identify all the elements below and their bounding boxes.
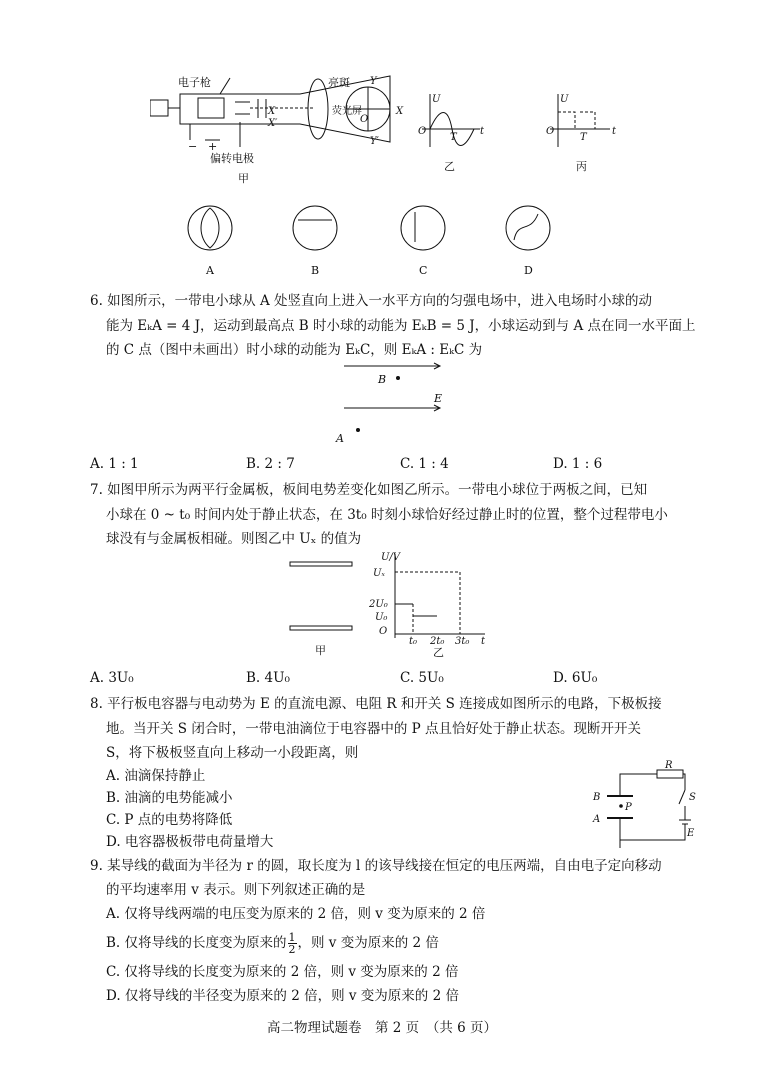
- q9-option-b: B. 仅将导线的长度变为原来的 $\frac{1}{2}$ ，则 v 变为原来的 2 倍: [106, 931, 439, 956]
- svg-text:S: S: [689, 792, 696, 803]
- q7-line-1: 7. 如图甲所示为两平行金属板，板间电势差变化如图乙所示。一带电小球位于两板之间，已知: [90, 482, 648, 498]
- q6-line-2: 能为 EₖA = 4 J，运动到最高点 B 时小球的动能为 EₖB = 5 J，小球运动到与 A 点在同一水平面上: [106, 318, 696, 334]
- svg-text:R: R: [665, 760, 673, 771]
- svg-text:Y: Y: [370, 76, 377, 87]
- q9-line-2: 的平均速率用 v 表示。则下列叙述正确的是: [106, 882, 366, 898]
- page-footer: 高二物理试题卷 第 2 页 （共 6 页）: [266, 1020, 498, 1036]
- q7-option-a: A. 3U₀: [90, 670, 134, 686]
- q6-option-a: A. 1 : 1: [90, 456, 139, 472]
- svg-text:P: P: [625, 802, 632, 813]
- plates-label: 偏转电极: [210, 152, 254, 165]
- q7-figure: [285, 550, 495, 660]
- fig5-option-a: A: [206, 264, 214, 277]
- fig5-option-d: D: [524, 264, 533, 277]
- svg-text:O: O: [379, 626, 388, 637]
- q9-line-1: 9. 某导线的截面为半径为 r 的圆，取长度为 l 的该导线接在恒定的电压两端，自由电子定向移动: [90, 858, 662, 874]
- svg-text:O: O: [418, 126, 427, 137]
- svg-text:E: E: [434, 392, 443, 405]
- svg-text:2U₀: 2U₀: [369, 599, 388, 610]
- q8-circuit-figure: [585, 760, 705, 850]
- svg-text:B: B: [593, 792, 601, 803]
- q6-option-d: D. 1 : 6: [553, 456, 603, 472]
- svg-text:O: O: [360, 114, 369, 125]
- svg-text:X: X: [268, 106, 276, 117]
- switch: [679, 790, 685, 804]
- svg-text:3t₀: 3t₀: [455, 636, 470, 647]
- q8-option-d: D. 电容器极板带电荷量增大: [106, 834, 274, 850]
- parallel-plates: [290, 562, 352, 630]
- point-b: [396, 376, 400, 380]
- q8-line-2: 地。当开关 S 闭合时，一带电油滴位于电容器中的 P 点且恰好处于静止状态。现断开开关: [106, 721, 641, 737]
- svg-text:t: t: [480, 126, 485, 137]
- svg-text:A: A: [336, 432, 344, 445]
- svg-text:t: t: [612, 126, 617, 137]
- svg-text:T: T: [450, 132, 457, 143]
- q8-option-a: A. 油滴保持静止: [106, 768, 206, 784]
- svg-text:Y′: Y′: [370, 136, 379, 147]
- fig5-bing-label: 丙: [576, 160, 587, 173]
- svg-text:甲: 甲: [315, 644, 326, 657]
- q8-line-1: 8. 平行板电容器与电动势为 E 的直流电源、电阻 R 和开关 S 连接成如图所示的电路，下极板接: [90, 696, 662, 712]
- q7-option-c: C. 5U₀: [400, 670, 444, 686]
- svg-text:U: U: [432, 94, 441, 105]
- q6-option-b: B. 2 : 7: [246, 456, 295, 472]
- one-half-fraction: $\frac{1}{2}$: [288, 931, 296, 956]
- oscilloscope-figure: [150, 72, 620, 192]
- svg-text:t₀: t₀: [409, 636, 418, 647]
- q7-option-b: B. 4U₀: [246, 670, 290, 686]
- q8-line-3: S，将下极板竖直向上移动一小段距离，则: [106, 745, 359, 761]
- fig5-jia-label: 甲: [238, 172, 249, 185]
- spot-label: 亮斑: [328, 76, 350, 89]
- svg-text:t: t: [481, 636, 486, 647]
- fig5-option-b: B: [311, 264, 320, 277]
- q6-line-3: 的 C 点（图中未画出）时小球的动能为 EₖC，则 EₖA : EₖC 为: [106, 342, 483, 358]
- voltage-step-graph: [395, 554, 485, 638]
- q9-option-d: D. 仅将导线的半径变为原来的 2 倍，则 v 变为原来的 2 倍: [106, 988, 459, 1004]
- q7-line-2: 小球在 0 ~ t₀ 时间内处于静止状态，在 3t₀ 时刻小球恰好经过静止时的位置，整个过程带电小: [106, 507, 668, 523]
- svg-text:E: E: [687, 828, 695, 839]
- fig5-options: [170, 190, 590, 280]
- resistor: [657, 770, 683, 778]
- q7-option-d: D. 6U₀: [553, 670, 598, 686]
- svg-text:Uₓ: Uₓ: [373, 568, 385, 579]
- svg-text:X′: X′: [268, 118, 278, 129]
- svg-text:乙: 乙: [433, 646, 444, 659]
- svg-text:O: O: [546, 126, 555, 137]
- svg-text:U₀: U₀: [375, 612, 388, 623]
- q9-option-c: C. 仅将导线的长度变为原来的 2 倍，则 v 变为原来的 2 倍: [106, 964, 459, 980]
- gun-label: 电子枪: [178, 76, 211, 89]
- fig5-yi-label: 乙: [444, 160, 455, 173]
- q6-option-c: C. 1 : 4: [400, 456, 449, 472]
- option-d-trace: [514, 214, 538, 240]
- svg-text:−: −: [188, 140, 198, 153]
- fig5-option-c: C: [419, 264, 428, 277]
- svg-text:2t₀: 2t₀: [430, 636, 445, 647]
- svg-text:A: A: [593, 814, 601, 825]
- q7-line-3: 球没有与金属板相碰。则图乙中 Uₓ 的值为: [106, 531, 362, 547]
- q8-option-b: B. 油滴的电势能减小: [106, 790, 233, 806]
- svg-text:X: X: [396, 106, 404, 117]
- option-a-trace: [201, 208, 219, 248]
- svg-text:U/V: U/V: [381, 552, 401, 563]
- svg-text:+: +: [208, 140, 218, 153]
- q8-option-c: C. P 点的电势将降低: [106, 812, 233, 828]
- q6-line-1: 6. 如图所示，一带电小球从 A 处竖直向上进入一水平方向的匀强电场中，进入电场时小球的动: [90, 293, 653, 309]
- screen-label: 荧光屏: [332, 106, 362, 117]
- q6-field-figure: [330, 358, 450, 446]
- svg-text:T: T: [580, 132, 587, 143]
- svg-text:U: U: [560, 94, 569, 105]
- svg-text:B: B: [378, 373, 387, 386]
- point-a: [356, 428, 360, 432]
- q9-option-a: A. 仅将导线两端的电压变为原来的 2 倍，则 v 变为原来的 2 倍: [106, 906, 486, 922]
- point-p: [619, 804, 623, 808]
